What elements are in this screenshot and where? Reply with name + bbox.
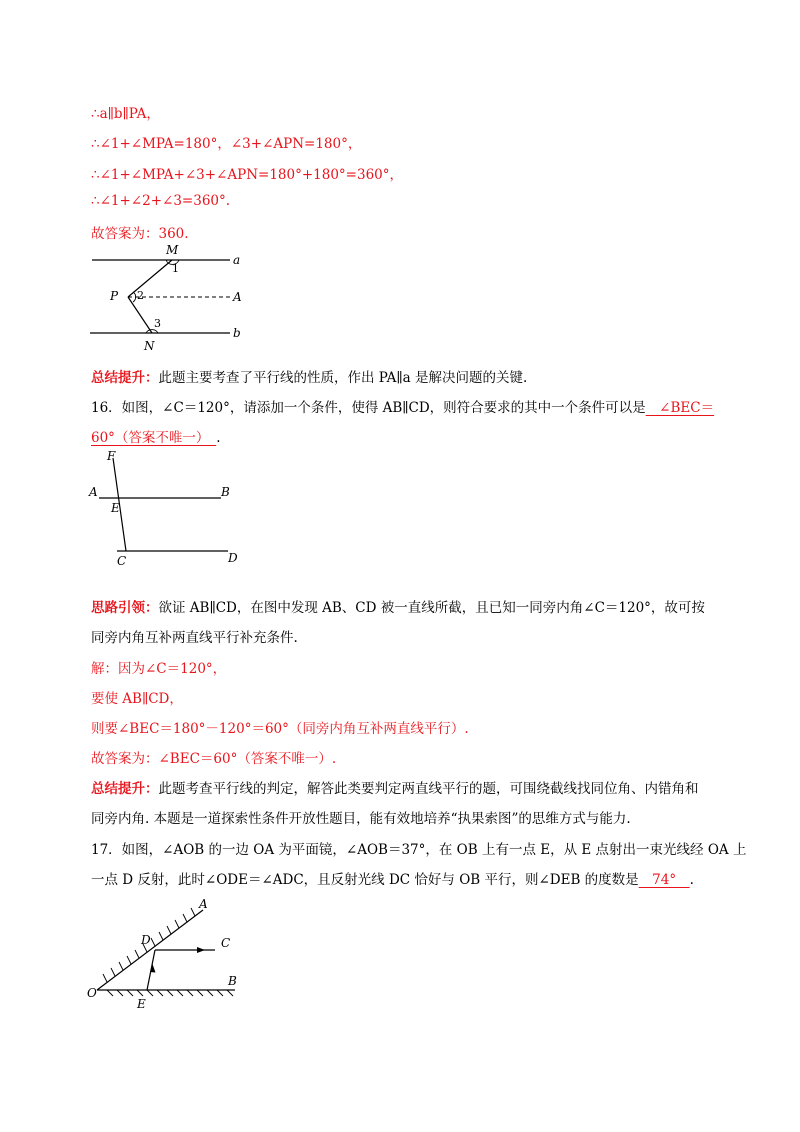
label-D: D — [141, 933, 151, 947]
label-C: C — [117, 554, 127, 568]
question-16: 16．如图，∠C＝120°，请添加一个条件，使得 AB∥CD，则符合要求的其中一个条件可以是 ∠BEC＝ — [91, 400, 715, 416]
label-N: N — [144, 339, 155, 353]
label-O: O — [87, 986, 97, 1000]
solution-line: ∴∠1+∠MPA+∠3+∠APN=180°+180°=360°， — [91, 167, 403, 183]
label-B: B — [221, 485, 230, 499]
answer-line: 故答案为：360. — [91, 226, 189, 242]
question-17: 17．如图，∠AOB 的一边 OA 为平面镜，∠AOB＝37°，在 OB 上有一点 E，从 E 点射出一束光线经 OA 上 — [91, 842, 747, 858]
answer-blank: 74° — [638, 872, 690, 888]
mirror-reflection-figure — [85, 890, 255, 1020]
hint-cont: 同旁内角互补两直线平行补充条件. — [91, 630, 298, 646]
label-F: F — [107, 449, 116, 463]
solution-line: 则要∠BEC＝180°－120°＝60°（同旁内角互补两直线平行）. — [91, 721, 469, 737]
label-B: B — [228, 974, 237, 988]
label-b: b — [233, 326, 241, 340]
label-P: P — [110, 289, 119, 303]
hint-label: 思路引领： — [91, 600, 159, 616]
solution-line: 要使 AB∥CD， — [91, 691, 183, 707]
label-E: E — [137, 997, 146, 1011]
summary-cont: 同旁内角. 本题是一道探索性条件开放性题目，能有效地培养“执果索图”的思维方式与能力. — [91, 811, 631, 827]
label-M: M — [166, 243, 179, 257]
label-A: A — [199, 897, 208, 911]
question-17-cont: 一点 D 反射，此时∠ODE＝∠ADC，且反射光线 DC 恰好与 OB 平行，则∠DEB 的度数是 74° . — [91, 872, 694, 888]
summary-label: 总结提升： — [91, 781, 159, 797]
label-a: a — [233, 253, 241, 267]
answer-blank: 60°（答案不唯一） — [91, 430, 217, 446]
summary-label: 总结提升： — [91, 370, 159, 386]
answer-line: 故答案为：∠BEC＝60°（答案不唯一）. — [91, 751, 337, 767]
transversal-figure — [85, 448, 245, 573]
solution-line: 解：因为∠C＝120°， — [91, 661, 227, 677]
label-2: 2 — [137, 289, 144, 302]
answer-blank: ∠BEC＝ — [645, 400, 715, 416]
label-A: A — [89, 485, 98, 499]
solution-line: ∴∠1+∠2+∠3=360°. — [91, 193, 231, 209]
solution-line: ∴∠1+∠MPA=180°，∠3+∠APN=180°， — [91, 136, 362, 152]
summary — [91, 366, 527, 386]
solution-line: ∴a∥b∥PA， — [91, 106, 160, 122]
summary: 总结提升：此题考查平行线的判定，解答此类要判定两直线平行的题，可围绕截线找同位角、内错角和 — [91, 781, 699, 797]
label-3: 3 — [154, 317, 161, 330]
parallel-lines-figure — [80, 240, 270, 355]
label-1: 1 — [172, 262, 179, 275]
label-A: A — [233, 290, 242, 304]
summary-text: 此题主要考查了平行线的性质，作出 PA∥a 是解决问题的关键. — [158, 370, 528, 386]
hint: 思路引领：欲证 AB∥CD，在图中发现 AB、CD 被一直线所截，且已知一同旁内角∠C＝120°，故可按 — [91, 600, 705, 616]
question-16-cont: 60°（答案不唯一） . — [91, 430, 221, 446]
label-D: D — [228, 551, 238, 565]
label-C: C — [221, 936, 231, 950]
label-E: E — [111, 501, 120, 515]
